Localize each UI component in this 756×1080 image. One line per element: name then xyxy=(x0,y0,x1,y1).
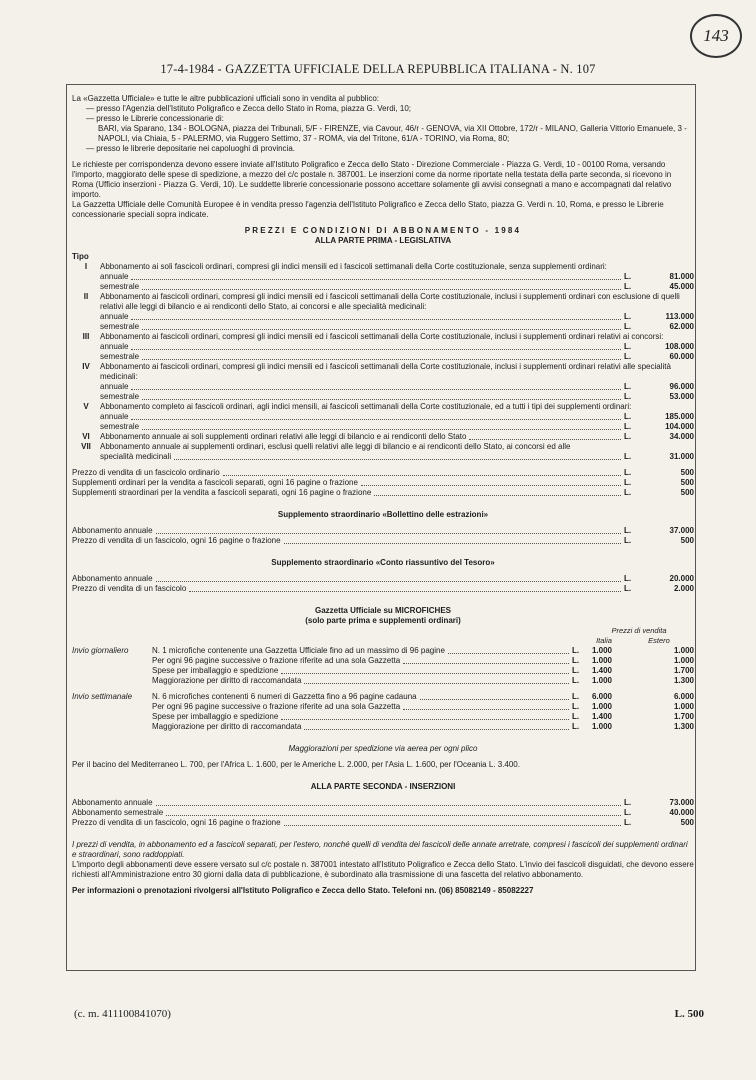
tipo-body xyxy=(100,442,694,462)
dot-leader xyxy=(166,814,621,816)
dot-leader xyxy=(284,542,621,544)
microfiche-desc: Spese per imballaggio e spedizione xyxy=(152,712,279,721)
intro-paragraph: Le richieste per corrispondenza devono essere inviate all'Istituto Poligrafico e Zecca dello Stato - Direzione Commerciale - Piazza G. Verdi, 10 - 00100 Roma, versando l'importo, maggiorato delle spese di spedizione, a mezzo del c/c postale n. 387001. Le inserzioni come da norme riportate nella testata della parte seconda, si ricevono in Roma (Ufficio inserzioni - Piazza G. Verdi, 10). Le suddette librerie concessionarie possono accettare solamente gli avvisi consegnati a mano e accompagnati dal relativo importo. xyxy=(72,160,672,199)
dot-leader xyxy=(304,683,569,684)
microfiches-col-head xyxy=(72,626,694,636)
currency: L. xyxy=(624,382,632,391)
price-label: annuale xyxy=(100,412,129,421)
tipo-row xyxy=(72,432,694,442)
currency: L. xyxy=(572,702,580,711)
dot-leader xyxy=(156,580,621,582)
microfiche-row xyxy=(72,712,694,722)
price-amount: 500 xyxy=(680,536,694,545)
price-row xyxy=(72,818,694,828)
price-amount: 96.000 xyxy=(669,382,694,391)
currency: L. xyxy=(624,352,632,361)
tipo-body xyxy=(100,402,694,432)
price-row xyxy=(100,312,694,322)
price-italia: 1.000 xyxy=(591,722,612,731)
price-row xyxy=(100,452,694,462)
price-label: Prezzo di vendita di un fascicolo ordinario xyxy=(72,468,220,477)
currency: L. xyxy=(624,536,632,545)
price-italia: 6.000 xyxy=(591,692,612,701)
price-label: annuale xyxy=(100,272,129,281)
tipo-number: VII xyxy=(81,442,91,451)
price-amount: 185.000 xyxy=(665,412,694,421)
dot-leader xyxy=(281,719,569,720)
price-label: semestrale xyxy=(100,352,140,361)
price-amount: 2.000 xyxy=(673,584,694,593)
prezzi-vendita-label: Prezzi di vendita xyxy=(611,626,667,635)
dot-leader xyxy=(142,398,621,400)
dot-leader xyxy=(304,729,569,730)
price-amount: 34.000 xyxy=(669,432,694,441)
intro-line: La «Gazzetta Ufficiale» e tutte le altre pubblicazioni ufficiali sono in vendita al pubblico: xyxy=(72,94,380,103)
microfiche-row xyxy=(72,656,694,666)
currency: L. xyxy=(624,282,632,291)
price-amount: 500 xyxy=(680,488,694,497)
price-label: annuale xyxy=(100,312,129,321)
dot-leader xyxy=(131,388,621,390)
tipo-row xyxy=(72,332,694,362)
dot-leader xyxy=(448,653,569,654)
currency: L. xyxy=(624,452,632,461)
dot-leader xyxy=(131,348,621,350)
price-label: Abbonamento annuale xyxy=(72,574,153,583)
tipo-number: IV xyxy=(82,362,90,371)
microfiche-desc: N. 1 microfiche contenente una Gazzetta Ufficiale fino ad un massimo di 96 pagine xyxy=(152,646,445,655)
bollettino-list xyxy=(72,526,694,546)
price-label: Prezzo di vendita di un fascicolo, ogni 16 pagine o frazione xyxy=(72,536,281,545)
price-italia: 1.000 xyxy=(591,646,612,655)
price-amount: 60.000 xyxy=(669,352,694,361)
dot-leader xyxy=(142,328,621,330)
intro-paragraph: La Gazzetta Ufficiale delle Comunità Europee è in vendita presso l'agenzia dell'Istituto Poligrafico e Zecca dello Stato, piazza G. Verdi n. 10, Roma, e presso le Librerie concessionarie speciali sopra indicate. xyxy=(72,200,664,219)
price-row xyxy=(72,526,694,536)
currency: L. xyxy=(624,488,632,497)
tipo-body xyxy=(100,362,694,402)
invio-mode: Invio giornaliero xyxy=(72,646,129,655)
tipo-body xyxy=(100,262,694,292)
price-row xyxy=(72,584,694,594)
price-amount: 53.000 xyxy=(669,392,694,401)
microfiche-desc: Maggiorazione per diritto di raccomandata xyxy=(152,722,302,731)
currency: L. xyxy=(624,468,632,477)
currency: L. xyxy=(624,818,632,827)
microfiche-row xyxy=(72,722,694,732)
dot-leader xyxy=(142,428,621,430)
price-amount: 108.000 xyxy=(665,342,694,351)
price-label: semestrale xyxy=(100,422,140,431)
dot-leader xyxy=(131,278,621,280)
microfiche-desc: Per ogni 96 pagine successive o frazione riferite ad una sola Gazzetta xyxy=(152,702,401,711)
price-row xyxy=(100,282,694,292)
price-row xyxy=(72,468,694,478)
seconda-list xyxy=(72,798,694,828)
price-label: Supplementi straordinari per la vendita a fascicoli separati, ogni 16 pagine o frazione xyxy=(72,488,372,497)
currency: L. xyxy=(624,272,632,281)
price-amount: 113.000 xyxy=(665,312,694,321)
dot-leader xyxy=(374,494,621,496)
bollettino-title: Supplemento straordinario «Bollettino delle estrazioni» xyxy=(277,510,489,519)
price-row xyxy=(100,272,694,282)
price-amount: 104.000 xyxy=(665,422,694,431)
vendita-list xyxy=(72,468,694,498)
tipo-body xyxy=(100,332,694,362)
tipo-number: VI xyxy=(82,432,90,441)
price-label: Abbonamento annuale ai soli supplementi ordinari relativi alle leggi di bilancio e ai rendiconti dello Stato xyxy=(100,432,467,441)
dot-leader xyxy=(361,484,621,486)
page-footer xyxy=(74,1008,704,1020)
footer-price: L. 500 xyxy=(674,1008,704,1020)
price-row xyxy=(100,392,694,402)
price-italia: 1.400 xyxy=(591,712,612,721)
dot-leader xyxy=(223,474,621,476)
currency: L. xyxy=(572,646,580,655)
price-row xyxy=(72,574,694,584)
price-label: semestrale xyxy=(100,392,140,401)
note-paragraph: L'importo degli abbonamenti deve essere versato sul c/c postale n. 387001 intestato all'Istituto Poligrafico e Zecca dello Stato. L'invio dei fascicoli disguidati, che devono essere richiesti all'Amministrazione entro 30 giorni dalla data di pubblicazione, è subordinato alla trasmissione di una fascetta del relativo abbonamento. xyxy=(72,860,694,879)
currency: L. xyxy=(624,584,632,593)
tipo-description: Abbonamento ai fascicoli ordinari, compresi gli indici mensili ed i fascicoli settimanali della Corte costituzionale, inclusi i supplementi ordinari relativi ai concorsi: xyxy=(100,332,664,341)
currency: L. xyxy=(572,666,580,675)
col-estero: Estero xyxy=(648,636,670,645)
price-estero: 1.000 xyxy=(673,656,694,665)
price-estero: 1.000 xyxy=(673,646,694,655)
microfiche-desc: Spese per imballaggio e spedizione xyxy=(152,666,279,675)
subscription-types xyxy=(72,262,694,462)
price-italia: 1.000 xyxy=(591,702,612,711)
price-italia: 1.400 xyxy=(591,666,612,675)
page-number-stamp: 143 xyxy=(690,14,742,58)
price-row xyxy=(72,488,694,498)
tipo-row xyxy=(72,402,694,432)
currency: L. xyxy=(572,722,580,731)
price-estero: 1.700 xyxy=(673,712,694,721)
price-amount: 73.000 xyxy=(669,798,694,807)
price-label: annuale xyxy=(100,342,129,351)
currency: L. xyxy=(624,312,632,321)
aerea-title: Maggiorazioni per spedizione via aerea per ogni plico xyxy=(288,744,478,753)
tesoro-list xyxy=(72,574,694,594)
tipo-number: III xyxy=(82,332,90,341)
currency: L. xyxy=(624,808,632,817)
currency: L. xyxy=(572,656,580,665)
dot-leader xyxy=(189,590,621,592)
currency: L. xyxy=(624,392,632,401)
price-label: Abbonamento semestrale xyxy=(72,808,164,817)
price-amount: 20.000 xyxy=(669,574,694,583)
seconda-title: ALLA PARTE SECONDA - INSERZIONI xyxy=(310,782,456,791)
currency: L. xyxy=(624,412,632,421)
currency: L. xyxy=(624,432,632,441)
prezzi-subtitle: ALLA PARTE PRIMA - LEGISLATIVA xyxy=(314,236,452,245)
price-amount: 500 xyxy=(680,818,694,827)
price-label: specialità medicinali xyxy=(100,452,172,461)
price-estero: 1.300 xyxy=(673,676,694,685)
microfiches-title: Gazzetta Ufficiale su MICROFICHES xyxy=(314,606,452,615)
price-estero: 1.000 xyxy=(673,702,694,711)
price-amount: 45.000 xyxy=(669,282,694,291)
price-amount: 37.000 xyxy=(669,526,694,535)
price-row xyxy=(100,432,694,442)
price-label: Supplementi ordinari per la vendita a fascicoli separati, ogni 16 pagine o frazione xyxy=(72,478,358,487)
currency: L. xyxy=(624,526,632,535)
dot-leader xyxy=(284,824,621,826)
currency: L. xyxy=(624,422,632,431)
price-row xyxy=(72,478,694,488)
tipo-row xyxy=(72,262,694,292)
price-row xyxy=(100,342,694,352)
microfiches-subtitle: (solo parte prima e supplementi ordinari) xyxy=(305,616,461,625)
dot-leader xyxy=(174,458,621,460)
invio-mode: Invio settimanale xyxy=(72,692,133,701)
price-label: semestrale xyxy=(100,322,140,331)
currency: L. xyxy=(572,676,580,685)
content xyxy=(72,94,694,896)
intro-item: — presso le Librerie concessionarie di: xyxy=(86,114,224,123)
currency: L. xyxy=(572,712,580,721)
dot-leader xyxy=(403,663,569,664)
dot-leader xyxy=(142,288,621,290)
tipo-label: Tipo xyxy=(72,252,89,261)
price-label: Abbonamento annuale xyxy=(72,798,153,807)
price-label: Prezzo di vendita di un fascicolo xyxy=(72,584,187,593)
tipo-number: I xyxy=(84,262,88,271)
prezzi-title: PREZZI E CONDIZIONI DI ABBONAMENTO - 1984 xyxy=(244,226,522,235)
info-line: Per informazioni o prenotazioni rivolgersi all'Istituto Poligrafico e Zecca dello Stato. Telefoni nn. (06) 85082149 - 85082227 xyxy=(72,886,534,895)
microfiche-row xyxy=(72,692,694,702)
microfiche-desc: N. 6 microfiches contenenti 6 numeri di Gazzetta fino a 96 pagine cadauna xyxy=(152,692,417,701)
tipo-number: V xyxy=(83,402,89,411)
intro-item: — presso l'Agenzia dell'Istituto Poligrafico e Zecca dello Stato in Roma, piazza G. Verdi, 10; xyxy=(86,104,411,113)
microfiches-list xyxy=(72,646,694,732)
microfiche-row xyxy=(72,676,694,686)
price-estero: 1.300 xyxy=(673,722,694,731)
dot-leader xyxy=(131,318,621,320)
price-row xyxy=(100,382,694,392)
dot-leader xyxy=(131,418,621,420)
price-row xyxy=(100,352,694,362)
price-amount: 40.000 xyxy=(669,808,694,817)
tipo-description: Abbonamento annuale ai supplementi ordinari, esclusi quelli relativi alle leggi di bilancio e ai rendiconti dello Stato, ai concorsi ed alle xyxy=(100,442,571,451)
price-row xyxy=(100,322,694,332)
tipo-number: II xyxy=(83,292,89,301)
dot-leader xyxy=(156,532,621,534)
currency: L. xyxy=(624,322,632,331)
dot-leader xyxy=(420,699,569,700)
currency: L. xyxy=(624,574,632,583)
price-amount: 31.000 xyxy=(669,452,694,461)
tipo-row xyxy=(72,292,694,332)
currency: L. xyxy=(624,798,632,807)
intro-section xyxy=(72,94,694,220)
price-amount: 62.000 xyxy=(669,322,694,331)
tesoro-title: Supplemento straordinario «Conto riassuntivo del Tesoro» xyxy=(271,558,495,567)
tipo-description: Abbonamento ai soli fascicoli ordinari, compresi gli indici mensili ed i fascicoli settimanali della Corte costituzionale, senza supplementi ordinari: xyxy=(100,262,607,271)
price-row xyxy=(72,808,694,818)
col-italia: Italia xyxy=(596,636,612,645)
page-header: 17-4-1984 - GAZZETTA UFFICIALE DELLA REPUBBLICA ITALIANA - N. 107 xyxy=(160,62,596,76)
intro-item: — presso le librerie depositarie nei capoluoghi di provincia. xyxy=(86,144,296,153)
aerea-text: Per il bacino del Mediterraneo L. 700, per l'Africa L. 1.600, per le Americhe L. 2.000, per l'Asia L. 1.600, per l'Oceania L. 3.400. xyxy=(72,760,520,769)
dot-leader xyxy=(156,804,621,806)
microfiche-row xyxy=(72,666,694,676)
dot-leader xyxy=(142,358,621,360)
dot-leader xyxy=(281,673,569,674)
tipo-row xyxy=(72,442,694,462)
price-amount: 81.000 xyxy=(669,272,694,281)
price-label: Prezzo di vendita di un fascicolo, ogni 16 pagine o frazione xyxy=(72,818,281,827)
dot-leader xyxy=(469,438,621,440)
price-label: semestrale xyxy=(100,282,140,291)
microfiche-desc: Per ogni 96 pagine successive o frazione riferite ad una sola Gazzetta xyxy=(152,656,401,665)
microfiche-row xyxy=(72,702,694,712)
tipo-row xyxy=(72,362,694,402)
price-italia: 1.000 xyxy=(591,676,612,685)
tipo-description: Abbonamento completo ai fascicoli ordinari, agli indici mensili, ai fascicoli settimanali della Corte costituzionale, ed a tutti i tipi dei supplementi ordinari: xyxy=(100,402,632,411)
tipo-body xyxy=(100,432,694,442)
microfiche-desc: Maggiorazione per diritto di raccomandata xyxy=(152,676,302,685)
price-amount: 500 xyxy=(680,478,694,487)
microfiches-col-head xyxy=(72,636,694,646)
currency: L. xyxy=(572,692,580,701)
price-label: Abbonamento annuale xyxy=(72,526,153,535)
dot-leader xyxy=(403,709,569,710)
currency: L. xyxy=(624,342,632,351)
price-estero: 1.700 xyxy=(673,666,694,675)
price-italia: 1.000 xyxy=(591,656,612,665)
tipo-description: Abbonamento ai fascicoli ordinari, compresi gli indici mensili ed i fascicoli settimanali della Corte costituzionale, inclusi i supplementi ordinari con esclusione di quelli relativi alle leggi di bilancio e ai rendiconti dello Stato, ai concorsi e alle specialità medicinali: xyxy=(100,292,680,311)
microfiche-row xyxy=(72,646,694,656)
tipo-description: Abbonamento ai fascicoli ordinari, compresi gli indici mensili ed i fascicoli settimanali della Corte costituzionale, inclusi i supplementi ordinari relativi alle specialità medicinali: xyxy=(100,362,671,381)
currency: L. xyxy=(624,478,632,487)
price-row xyxy=(72,798,694,808)
price-estero: 6.000 xyxy=(673,692,694,701)
price-row xyxy=(100,422,694,432)
note-italic: I prezzi di vendita, in abbonamento ed a fascicoli separati, per l'estero, nonché quelli di vendita dei fascicoli delle annate arretrate, compresi i fascicoli dei supplementi ordinari e straordinari, sono raddoppiati. xyxy=(72,840,688,859)
price-label: annuale xyxy=(100,382,129,391)
price-row xyxy=(100,412,694,422)
price-row xyxy=(72,536,694,546)
tipo-body xyxy=(100,292,694,332)
intro-cities: BARI, via Sparano, 134 - BOLOGNA, piazza dei Tribunali, 5/F - FIRENZE, via Cavour, 46/r - GENOVA, via XII Ottobre, 172/r - MILANO, Galleria Vittorio Emanuele, 3 - NAPOLI, via Chiaia, 5 - PALERMO, via Ruggero Settimo, 37 - ROMA, via del Tritone, 61/A - TORINO, via Roma, 80; xyxy=(98,124,687,143)
footer-code: (c. m. 411100841070) xyxy=(74,1008,171,1020)
price-amount: 500 xyxy=(680,468,694,477)
